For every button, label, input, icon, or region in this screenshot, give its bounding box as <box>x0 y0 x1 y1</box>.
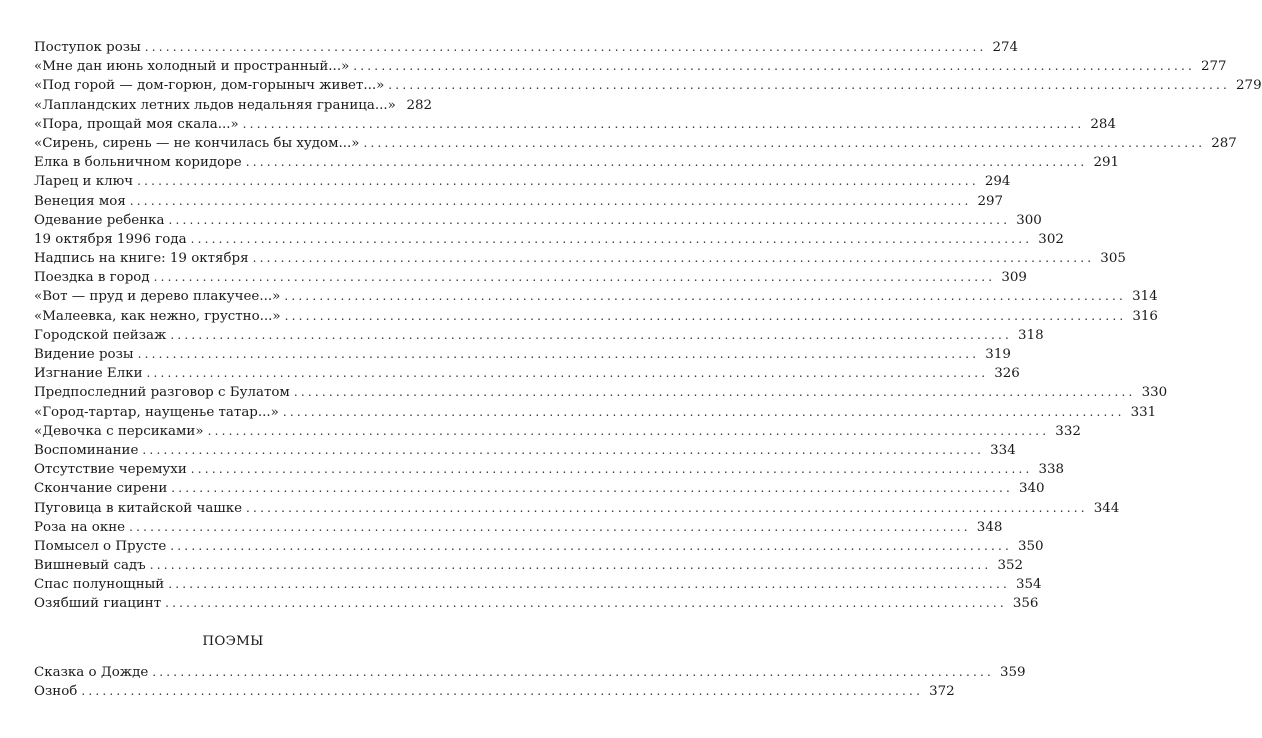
toc-dot-leader: ........................................................................................................................ <box>129 519 971 534</box>
toc-page <box>34 0 1262 738</box>
toc-entry <box>34 307 1158 326</box>
toc-entry-title: «Девочка с персиками» <box>34 423 204 439</box>
section-heading-poems: ПОЭМЫ <box>202 634 264 649</box>
toc-entry <box>34 345 1011 364</box>
toc-entry-title: Скончание сирени <box>34 481 168 497</box>
toc-entry-title: «Под горой — дом-горюн, дом-горыныч живет...» <box>34 78 385 94</box>
toc-dot-leader: ........................................................................................................................ <box>137 174 979 189</box>
toc-dot-leader: ........................................................................................................................ <box>81 684 924 699</box>
toc-entry-title: Вишневый садъ <box>34 558 146 574</box>
toc-dot-leader: ........................................................................................................................ <box>207 423 1050 438</box>
toc-entry <box>34 38 1019 57</box>
toc-entry-title: Отсутствие черемухи <box>34 462 187 478</box>
toc-entry-page-number: 274 <box>992 40 1019 55</box>
toc-entry-title: Городской пейзаж <box>34 327 167 343</box>
toc-entry-page-number: 330 <box>1141 385 1168 401</box>
toc-entry-title: Одевание ребенка <box>34 212 165 228</box>
toc-poems-list <box>34 663 1026 701</box>
toc-entry-page-number: 356 <box>1012 596 1039 612</box>
toc-entry-title: Роза на окне <box>34 519 126 535</box>
toc-entry-page-number: 287 <box>1211 135 1237 151</box>
toc-entry <box>34 230 1064 249</box>
toc-entry <box>34 364 1020 383</box>
toc-entry <box>34 537 1044 556</box>
toc-entry-title: «Пора, прощай моя скала...» <box>34 116 239 132</box>
toc-dot-leader: ........................................................................................................................ <box>171 481 1013 496</box>
toc-entry-page-number: 352 <box>997 558 1023 574</box>
toc-entry-page-number: 348 <box>976 519 1003 535</box>
toc-dot-leader: ........................................................................................................................ <box>149 558 992 573</box>
toc-entry <box>34 211 1042 230</box>
toc-entry-page-number: 282 <box>406 97 432 113</box>
toc-entry-page-number: 331 <box>1130 404 1157 420</box>
toc-entry-title: «Лапландских летних льдов недальняя граница...» <box>34 97 396 113</box>
toc-entry-title: «Мне дан июнь холодный и пространный...» <box>34 59 350 75</box>
toc-dot-leader: ........................................................................................................................ <box>353 59 1195 74</box>
toc-entry-page-number: 294 <box>984 174 1011 190</box>
toc-entry <box>34 249 1126 268</box>
toc-entry-title: «Сирень, сирень — не кончилась бы худом...» <box>34 135 360 151</box>
toc-entry-title: Поступок розы <box>34 40 141 55</box>
toc-entry-title: Изгнание Елки <box>34 366 143 382</box>
toc-entry-page-number: 332 <box>1055 423 1081 439</box>
toc-entry-title: «Малеевка, как нежно, грустно...» <box>34 308 281 324</box>
toc-entry-title: Венеция моя <box>34 193 126 209</box>
toc-entry <box>34 115 1116 134</box>
toc-entry <box>34 594 1039 613</box>
toc-entry-page-number: 277 <box>1201 59 1227 75</box>
toc-entry-page-number: 309 <box>1001 270 1027 286</box>
toc-dot-leader: ........................................................................................................................ <box>242 116 1085 131</box>
toc-entry-title: Сказка о Дожде <box>34 665 149 680</box>
toc-dot-leader: ........................................................................................................................ <box>153 270 996 285</box>
toc-entry-title: Поездка в город <box>34 270 150 286</box>
toc-dot-leader: ........................................................................................................................ <box>246 500 1088 515</box>
toc-entry <box>34 383 1168 402</box>
toc-entry <box>34 172 1011 191</box>
toc-entry-page-number: 300 <box>1016 212 1042 228</box>
toc-entry-page-number: 284 <box>1090 116 1116 132</box>
toc-dot-leader: ........................................................................................................................ <box>190 462 1033 477</box>
toc-entry <box>34 441 1016 460</box>
toc-entry-page-number: 350 <box>1018 538 1044 554</box>
toc-entry <box>34 326 1044 345</box>
toc-entry-title: Видение розы <box>34 347 134 362</box>
toc-dot-leader: ........................................................................................................................ <box>245 155 1088 170</box>
toc-entry <box>34 422 1081 441</box>
toc-dot-leader: ........................................................................................................................ <box>170 327 1013 342</box>
toc-entry <box>34 460 1065 479</box>
toc-entry-title: Озноб <box>34 684 78 700</box>
toc-entry-page-number: 305 <box>1100 251 1126 267</box>
toc-dot-leader: ........................................................................................................................ <box>282 404 1125 419</box>
toc-entry <box>34 403 1157 422</box>
toc-entry <box>34 499 1120 518</box>
toc-dot-leader: ........................................................................................................................ <box>284 308 1127 323</box>
toc-entry-title: «Город-тартар, наущенье татар...» <box>34 404 279 420</box>
toc-entry-page-number: 338 <box>1038 462 1065 478</box>
toc-entry-title: Озябший гиацинт <box>34 596 162 612</box>
toc-entry-page-number: 340 <box>1018 481 1045 497</box>
toc-dot-leader: ........................................................................................................................ <box>137 347 980 361</box>
toc-entry <box>34 76 1262 95</box>
toc-entry-title: Помысел о Прусте <box>34 538 167 554</box>
toc-entry <box>34 575 1042 594</box>
toc-entry-title: «Вот — пруд и дерево плакучее...» <box>34 289 281 305</box>
toc-entry <box>34 57 1227 76</box>
toc-entry-title: Спас полунощный <box>34 577 165 593</box>
toc-entry <box>34 134 1237 153</box>
toc-entry-title: Ларец и ключ <box>34 174 134 190</box>
toc-entry-page-number: 291 <box>1093 155 1119 171</box>
toc-entry-title: 19 октября 1996 года <box>34 231 187 247</box>
toc-entry <box>34 479 1045 498</box>
toc-dot-leader: ........................................................................................................................ <box>363 135 1206 150</box>
toc-entry <box>34 287 1158 306</box>
toc-entry-title: Елка в больничном коридоре <box>34 155 242 171</box>
toc-entry-page-number: 354 <box>1015 577 1042 593</box>
toc-dot-leader: ........................................................................................................................ <box>190 231 1033 246</box>
toc-entry <box>34 153 1119 172</box>
toc-dot-leader: ........................................................................................................................ <box>170 538 1013 553</box>
toc-entry-title: Предпоследний разговор с Булатом <box>34 385 290 401</box>
toc-entry-page-number: 318 <box>1018 327 1044 343</box>
toc-dot-leader: ........................................................................................................................ <box>146 366 989 381</box>
toc-entry <box>34 682 955 701</box>
toc-entry-page-number: 344 <box>1093 500 1120 516</box>
toc-dot-leader: ........................................................................................................................ <box>165 596 1007 611</box>
toc-entry-page-number: 316 <box>1132 308 1158 324</box>
toc-dot-leader: ........................................................................................................................ <box>252 251 1095 266</box>
toc-dot-leader: ........................................................................................................................ <box>144 40 987 54</box>
toc-entry <box>34 556 1023 575</box>
toc-entry <box>34 268 1027 287</box>
toc-dot-leader: ........................................................................................................................ <box>168 212 1011 227</box>
toc-entry <box>34 96 432 115</box>
toc-dot-leader: ........................................................................................................................ <box>168 577 1010 592</box>
toc-entry-title: Воспоминание <box>34 442 139 458</box>
toc-entry <box>34 518 1003 537</box>
toc-main-list <box>34 38 1262 614</box>
toc-entry-page-number: 297 <box>977 193 1004 209</box>
toc-entry-page-number: 334 <box>990 442 1016 458</box>
toc-dot-leader <box>400 96 401 115</box>
toc-dot-leader: ........................................................................................................................ <box>284 289 1127 304</box>
toc-dot-leader: ........................................................................................................................ <box>293 385 1136 400</box>
toc-dot-leader: ........................................................................................................................ <box>388 78 1231 93</box>
toc-entry <box>34 663 1026 682</box>
toc-dot-leader: ........................................................................................................................ <box>129 193 972 208</box>
toc-entry-page-number: 279 <box>1236 78 1262 94</box>
toc-entry-page-number: 314 <box>1132 289 1158 305</box>
toc-entry-page-number: 359 <box>1000 665 1026 680</box>
toc-dot-leader: ........................................................................................................................ <box>152 665 994 679</box>
toc-entry-title: Надпись на книге: 19 октября <box>34 251 249 267</box>
toc-entry-title: Пуговица в китайской чашке <box>34 500 243 516</box>
toc-entry <box>34 192 1004 211</box>
toc-entry-page-number: 302 <box>1038 231 1064 247</box>
toc-entry-page-number: 372 <box>929 684 955 700</box>
toc-entry-page-number: 326 <box>994 366 1020 382</box>
toc-entry-page-number: 319 <box>985 347 1011 362</box>
toc-dot-leader: ........................................................................................................................ <box>142 442 985 457</box>
